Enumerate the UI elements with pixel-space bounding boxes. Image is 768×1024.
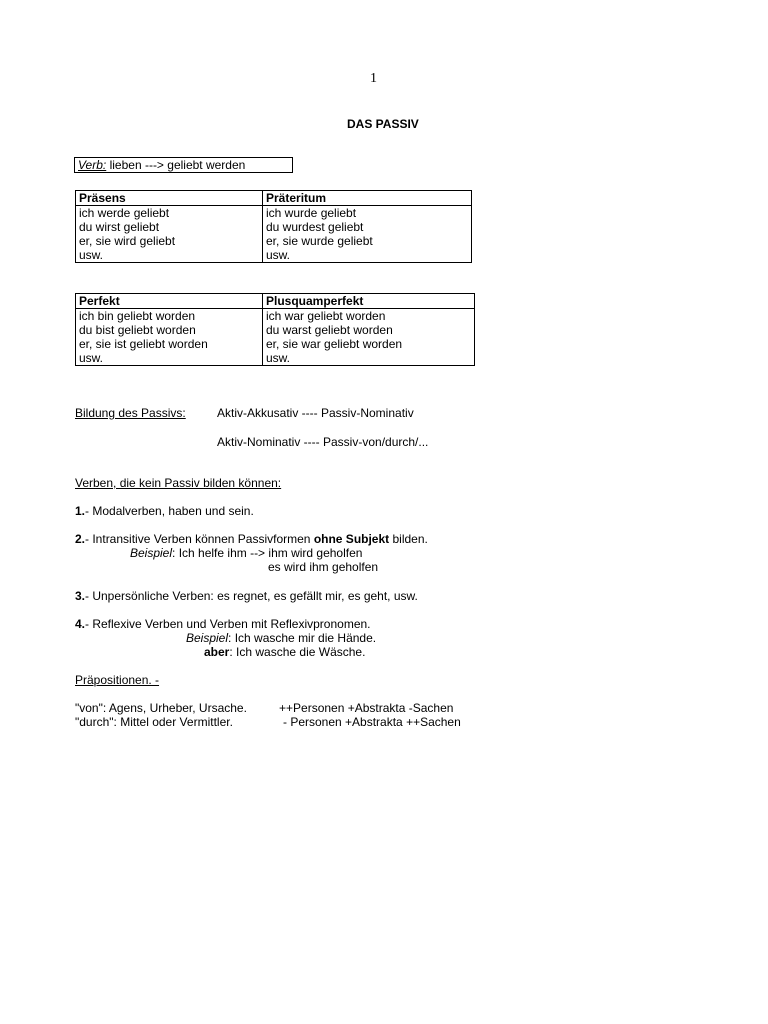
praesens-praeteritum-table	[75, 190, 472, 263]
verb-box	[74, 157, 293, 173]
conjugation-line: du bist geliebt worden	[79, 323, 196, 337]
example-line-2: es wird ihm geholfen	[268, 560, 379, 574]
conjugation-line: usw.	[79, 351, 104, 365]
aber-text: : Ich wasche die Wäsche.	[229, 645, 366, 659]
conjugation-line: ich wurde geliebt	[266, 206, 357, 220]
example-label: Beispiel	[186, 631, 229, 645]
item-number: 2.	[75, 532, 86, 546]
conjugation-line: du wurdest geliebt	[266, 220, 364, 234]
list-item-3	[75, 589, 418, 603]
verb-label: Verb:	[78, 158, 107, 172]
aber-line	[204, 645, 365, 659]
table-header: Präsens	[76, 191, 263, 206]
perfekt-plusquamperfekt-table	[75, 293, 475, 366]
conjugation-line: usw.	[79, 248, 104, 262]
conjugation-line: er, sie war geliebt worden	[266, 337, 403, 351]
praepositionen-heading: Präpositionen. -	[75, 673, 160, 687]
page-title: DAS PASSIV	[347, 117, 419, 131]
verb-text: lieben ---> geliebt werden	[106, 158, 246, 172]
list-item-2	[75, 532, 428, 546]
bildung-line-2: Aktiv-Nominativ ---- Passiv-von/durch/...	[217, 435, 429, 449]
table-header: Plusquamperfekt	[263, 294, 475, 309]
conjugation-line: du wirst geliebt	[79, 220, 160, 234]
conjugation-line: du warst geliebt worden	[266, 323, 393, 337]
page-number: 1	[370, 71, 377, 86]
conjugation-line: usw.	[266, 248, 291, 262]
example-text: : Ich helfe ihm --> ihm wird geholfen	[172, 546, 363, 560]
praep-row-durch-right: - Personen +Abstrakta ++Sachen	[283, 715, 461, 729]
conjugation-line: er, sie ist geliebt worden	[79, 337, 208, 351]
praep-row-von-left: "von": Agens, Urheber, Ursache.	[75, 701, 247, 715]
table-cell	[263, 206, 472, 263]
item-emphasis: ohne Subjekt	[313, 532, 390, 546]
praep-row-von-right: ++Personen +Abstrakta -Sachen	[279, 701, 454, 715]
verben-heading: Verben, die kein Passiv bilden können:	[75, 476, 282, 490]
item-number: 3.	[75, 589, 86, 603]
table-header: Perfekt	[76, 294, 263, 309]
item-text: bilden.	[389, 532, 428, 546]
conjugation-line: usw.	[266, 351, 291, 365]
praep-row-durch-left: "durch": Mittel oder Vermittler.	[75, 715, 233, 729]
example-label: Beispiel	[130, 546, 173, 560]
conjugation-line: er, sie wurde geliebt	[266, 234, 373, 248]
bildung-label: Bildung des Passivs:	[75, 406, 186, 420]
table-cell	[76, 309, 263, 366]
conjugation-line: ich werde geliebt	[79, 206, 170, 220]
item-text: - Unpersönliche Verben: es regnet, es gefällt mir, es geht, usw.	[85, 589, 418, 603]
example-text: : Ich wasche mir die Hände.	[228, 631, 377, 645]
bildung-line-1: Aktiv-Akkusativ ---- Passiv-Nominativ	[217, 406, 414, 420]
item-number: 1.	[75, 504, 86, 518]
item-number: 4.	[75, 617, 86, 631]
conjugation-line: ich war geliebt worden	[266, 309, 386, 323]
aber-label: aber	[204, 645, 230, 659]
list-item-1	[75, 504, 254, 518]
table-cell	[263, 309, 475, 366]
conjugation-line: ich bin geliebt worden	[79, 309, 196, 323]
list-item-4	[75, 617, 371, 631]
item-text: - Reflexive Verben und Verben mit Reflexivpronomen.	[85, 617, 371, 631]
example-line	[130, 546, 362, 560]
item-text: - Intransitive Verben können Passivformen	[85, 532, 314, 546]
example-line	[186, 631, 376, 645]
table-header: Präteritum	[263, 191, 472, 206]
item-text: - Modalverben, haben und sein.	[85, 504, 254, 518]
conjugation-line: er, sie wird geliebt	[79, 234, 176, 248]
table-cell	[76, 206, 263, 263]
